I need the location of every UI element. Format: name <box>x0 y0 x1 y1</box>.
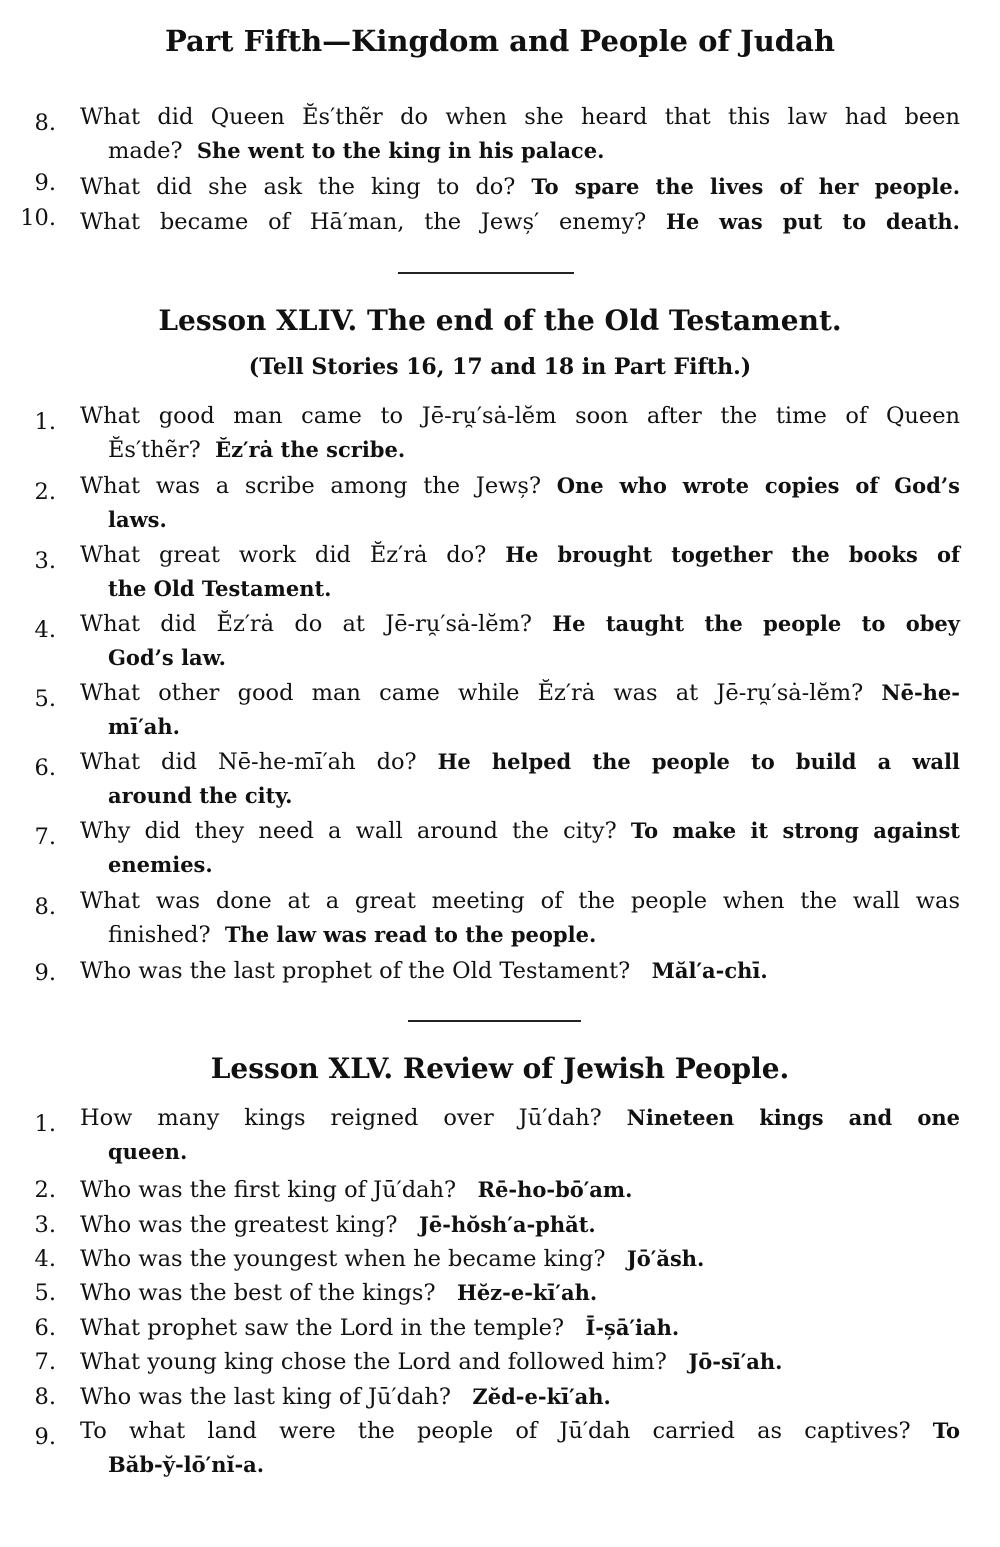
answer-text: Măl′a-chī. <box>651 958 768 983</box>
answer-text: mī′ah. <box>108 714 180 739</box>
question-text: What young king chose the Lord and followed him? <box>80 1349 667 1375</box>
answer-text: Nē-he- <box>881 680 961 705</box>
answer-text: Rē-ho-bō′am. <box>477 1177 633 1202</box>
question-number: 6. <box>34 1315 56 1341</box>
answer-text: He was put to death. <box>666 209 960 234</box>
answer-text: Ī-șā′iah. <box>585 1315 680 1340</box>
answer-text: enemies. <box>108 852 213 877</box>
question-number: 7. <box>34 824 56 850</box>
answer-text: Ĕz′rȧ the scribe. <box>215 437 406 462</box>
question-text: Why did they need a wall around the city? <box>80 818 617 844</box>
question-text: What did she ask the king to do? <box>80 174 516 200</box>
question-text: What great work did Ĕz′rȧ do? <box>80 542 487 568</box>
question-number: 2. <box>34 479 56 505</box>
answer-text: the Old Testament. <box>108 576 332 601</box>
section-divider <box>398 272 574 274</box>
answer-text: Nineteen kings and one <box>626 1105 960 1130</box>
question-text: Ĕs′thẽr? <box>108 437 201 463</box>
question-text: made? <box>108 138 183 164</box>
question-text: finished? <box>108 922 211 948</box>
answer-text: She went to the king in his palace. <box>196 138 605 163</box>
answer-text: He helped the people to build a wall <box>437 749 960 774</box>
answer-text: Jō′ăsh. <box>626 1246 705 1271</box>
question-number: 8. <box>34 1384 56 1410</box>
question-number: 4. <box>34 1246 56 1272</box>
lesson-44-title: Lesson XLIV. The end of the Old Testament. <box>158 304 842 337</box>
answer-text: He brought together the books of <box>505 542 960 567</box>
question-number: 8. <box>34 894 56 920</box>
question-number: 5. <box>34 686 56 712</box>
question-text: Who was the last king of Jū′dah? <box>80 1384 451 1410</box>
question-text: What did Nē-he-mī′ah do? <box>80 749 417 775</box>
lesson-45-title: Lesson XLV. Review of Jewish People. <box>210 1052 790 1085</box>
answer-text: God’s law. <box>108 645 226 670</box>
answer-text: Jē-hŏsh′a-phăt. <box>418 1212 596 1237</box>
question-number: 5. <box>34 1280 56 1306</box>
answer-text: laws. <box>108 507 167 532</box>
question-number: 2. <box>34 1177 56 1203</box>
question-text: What was a scribe among the Jewș? <box>80 473 542 499</box>
question-text: What became of Hā′man, the Jewș′ enemy? <box>80 209 647 235</box>
question-text: Who was the last prophet of the Old Testament? <box>80 958 631 984</box>
question-text: Who was the first king of Jū′dah? <box>80 1177 457 1203</box>
answer-text: One who wrote copies of God’s <box>556 473 961 498</box>
answer-text: Băb-y̆-lō′nĭ-a. <box>108 1452 265 1477</box>
question-number: 7. <box>34 1349 56 1375</box>
question-number: 4. <box>34 617 56 643</box>
question-number: 1. <box>34 409 56 435</box>
running-head: Part Fifth—Kingdom and People of Judah <box>165 24 835 58</box>
question-number: 8. <box>34 110 56 136</box>
lesson-44-subtitle: (Tell Stories 16, 17 and 18 in Part Fifth.) <box>248 354 752 380</box>
question-text: What good man came to Jē-ru̯′sȧ-lĕm soon after the time of Queen <box>80 403 960 429</box>
section-divider <box>408 1020 581 1022</box>
question-number: 3. <box>34 548 56 574</box>
answer-text: Zĕd-e-kī′ah. <box>472 1384 611 1409</box>
answer-text: around the city. <box>108 783 293 808</box>
answer-text: queen. <box>108 1139 188 1164</box>
question-text: Who was the youngest when he became king? <box>80 1246 606 1272</box>
question-number: 3. <box>34 1212 56 1238</box>
question-number: 9. <box>34 960 56 986</box>
question-number: 6. <box>34 755 56 781</box>
question-number: 9. <box>34 170 56 196</box>
question-number: 10. <box>20 205 56 231</box>
question-text: What did Queen Ĕs′thẽr do when she heard that this law had been <box>80 104 960 130</box>
answer-text: To <box>932 1418 961 1443</box>
answer-text: Jō-sī′ah. <box>688 1349 783 1374</box>
question-text: What prophet saw the Lord in the temple? <box>80 1315 565 1341</box>
question-text: What other good man came while Ĕz′rȧ was at Jē-ru̯′sȧ-lĕm? <box>80 680 864 706</box>
question-text: What was done at a great meeting of the people when the wall was <box>80 888 960 914</box>
question-text: To what land were the people of Jū′dah carried as captives? <box>80 1418 911 1444</box>
question-text: Who was the best of the kings? <box>80 1280 436 1306</box>
question-text: What did Ĕz′rȧ do at Jē-ru̯′sȧ-lĕm? <box>80 611 532 637</box>
answer-text: To make it strong against <box>630 818 960 843</box>
answer-text: He taught the people to obey <box>552 611 960 636</box>
question-number: 9. <box>34 1424 56 1450</box>
question-text: How many kings reigned over Jū′dah? <box>80 1105 602 1131</box>
answer-text: The law was read to the people. <box>224 922 597 947</box>
answer-text: To spare the lives of her people. <box>531 174 961 199</box>
question-text: Who was the greatest king? <box>80 1212 398 1238</box>
question-number: 1. <box>34 1111 56 1137</box>
answer-text: Hĕz-e-kī′ah. <box>456 1280 598 1305</box>
